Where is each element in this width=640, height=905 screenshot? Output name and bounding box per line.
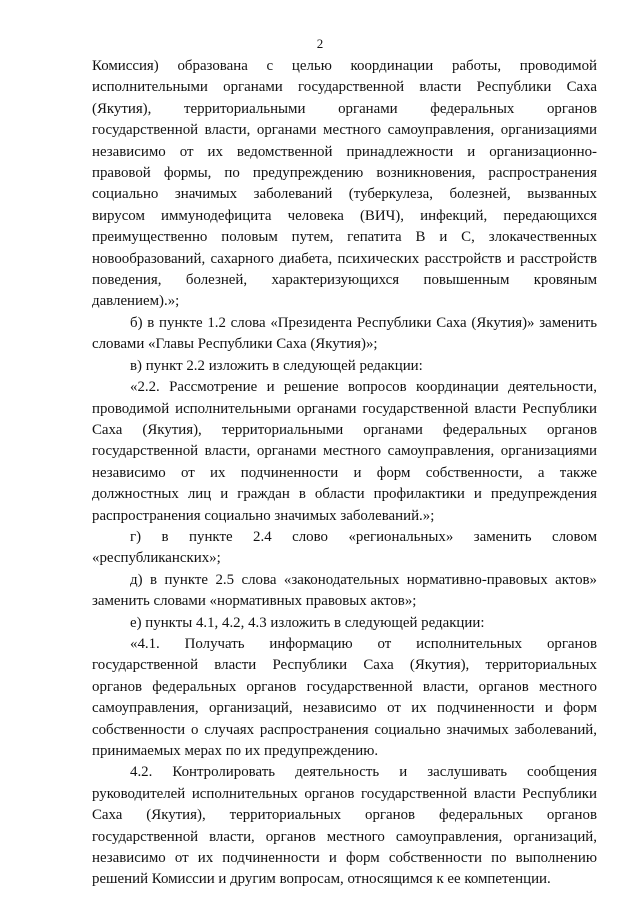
text-line: исполнительными органами государственной власти Республики Саха: [92, 79, 597, 96]
text-line: поведения, болезней, характеризующихся повышенным кровяным: [92, 272, 597, 289]
text-line: г) в пункте 2.4 слово «региональных» заменить словом: [130, 528, 597, 545]
text-line: самоуправления, организаций, независимо от их подчиненности и форм: [92, 700, 597, 717]
text-line: государственной власти, органами местного самоуправления, организациями: [92, 443, 597, 460]
text-line: д) в пункте 2.5 слова «законодательных нормативно-правовых актов»: [130, 571, 597, 588]
text-line: независимо от их подчиненности и форм собственности, а также: [92, 464, 597, 481]
text-line: распространения социально значимых заболеваний.»;: [92, 507, 435, 524]
paragraph: [92, 762, 597, 890]
text-line: преимущественно половым путем, гепатита В и С, злокачественных: [92, 229, 597, 246]
text-line: Саха (Якутия), территориальными органами федеральных органов: [92, 421, 597, 438]
page-number: 2: [316, 36, 324, 51]
text-line: словами «Главы Республики Саха (Якутия)»;: [92, 336, 378, 353]
text-line: должностных лиц и граждан в области профилактики и предупреждения: [92, 486, 597, 503]
text-line: «республиканских»;: [92, 550, 221, 567]
text-line: е) пункты 4.1, 4.2, 4.3 изложить в следующей редакции:: [130, 614, 485, 631]
text-line: органов федеральных органов государственной власти, органов местного: [92, 678, 597, 695]
paragraph: [92, 527, 597, 570]
text-line: принимаемых мерах по их предупреждению.: [92, 743, 379, 759]
text-line: новообразований, сахарного диабета, психических расстройств и расстройств: [92, 250, 597, 267]
text-line: решений Комиссии и другим вопросам, относящимся к ее компетенции.: [92, 871, 551, 888]
text-line: «4.1. Получать информацию от исполнительных органов: [130, 635, 597, 652]
text-line: вирусом иммунодефицита человека (ВИЧ), инфекций, передающихся: [92, 207, 597, 224]
text-line: государственной власти Республики Саха (Якутия), территориальных: [92, 657, 597, 674]
paragraph: [92, 377, 597, 527]
text-line: заменить словами «нормативных правовых актов»;: [92, 593, 417, 610]
text-line: 4.2. Контролировать деятельность и заслушивать сообщения: [130, 764, 597, 781]
paragraph: [92, 313, 597, 356]
paragraph: [92, 634, 597, 762]
text-line: социально значимых заболеваний (туберкулеза, болезней, вызванных: [92, 186, 597, 203]
text-line: (Якутия), территориальными органами федеральных органов: [92, 100, 597, 117]
text-line: руководителей исполнительных органов государственной власти Республики: [92, 785, 597, 802]
text-line: независимо от их ведомственной принадлежности и организационно-: [92, 143, 597, 160]
document-body: [92, 56, 597, 891]
paragraph: [92, 613, 597, 634]
text-line: в) пункт 2.2 изложить в следующей редакции:: [130, 357, 423, 374]
text-line: проводимой исполнительными органами государственной власти Республики: [92, 400, 597, 417]
text-line: б) в пункте 1.2 слова «Президента Республики Саха (Якутия)» заменить: [130, 314, 597, 331]
text-line: Комиссия) образована с целью координации работы, проводимой: [92, 58, 597, 74]
text-line: независимо от их подчиненности и форм собственности по выполнению: [92, 850, 597, 867]
text-line: собственности о случаях распространения социально значимых заболеваний,: [92, 721, 597, 738]
text-line: давлением).»;: [92, 293, 180, 310]
text-line: «2.2. Рассмотрение и решение вопросов координации деятельности,: [130, 379, 597, 396]
paragraph: [92, 56, 597, 313]
text-line: Саха (Якутия), территориальных органов федеральных органов: [92, 807, 597, 824]
text-line: государственной власти, органов местного самоуправления, организаций,: [92, 828, 597, 845]
paragraph: [92, 570, 597, 613]
text-line: правовой формы, по предупреждению возникновения, распространения: [92, 165, 597, 182]
text-line: государственной власти, органами местного самоуправления, организациями: [92, 122, 597, 139]
paragraph: [92, 356, 597, 377]
